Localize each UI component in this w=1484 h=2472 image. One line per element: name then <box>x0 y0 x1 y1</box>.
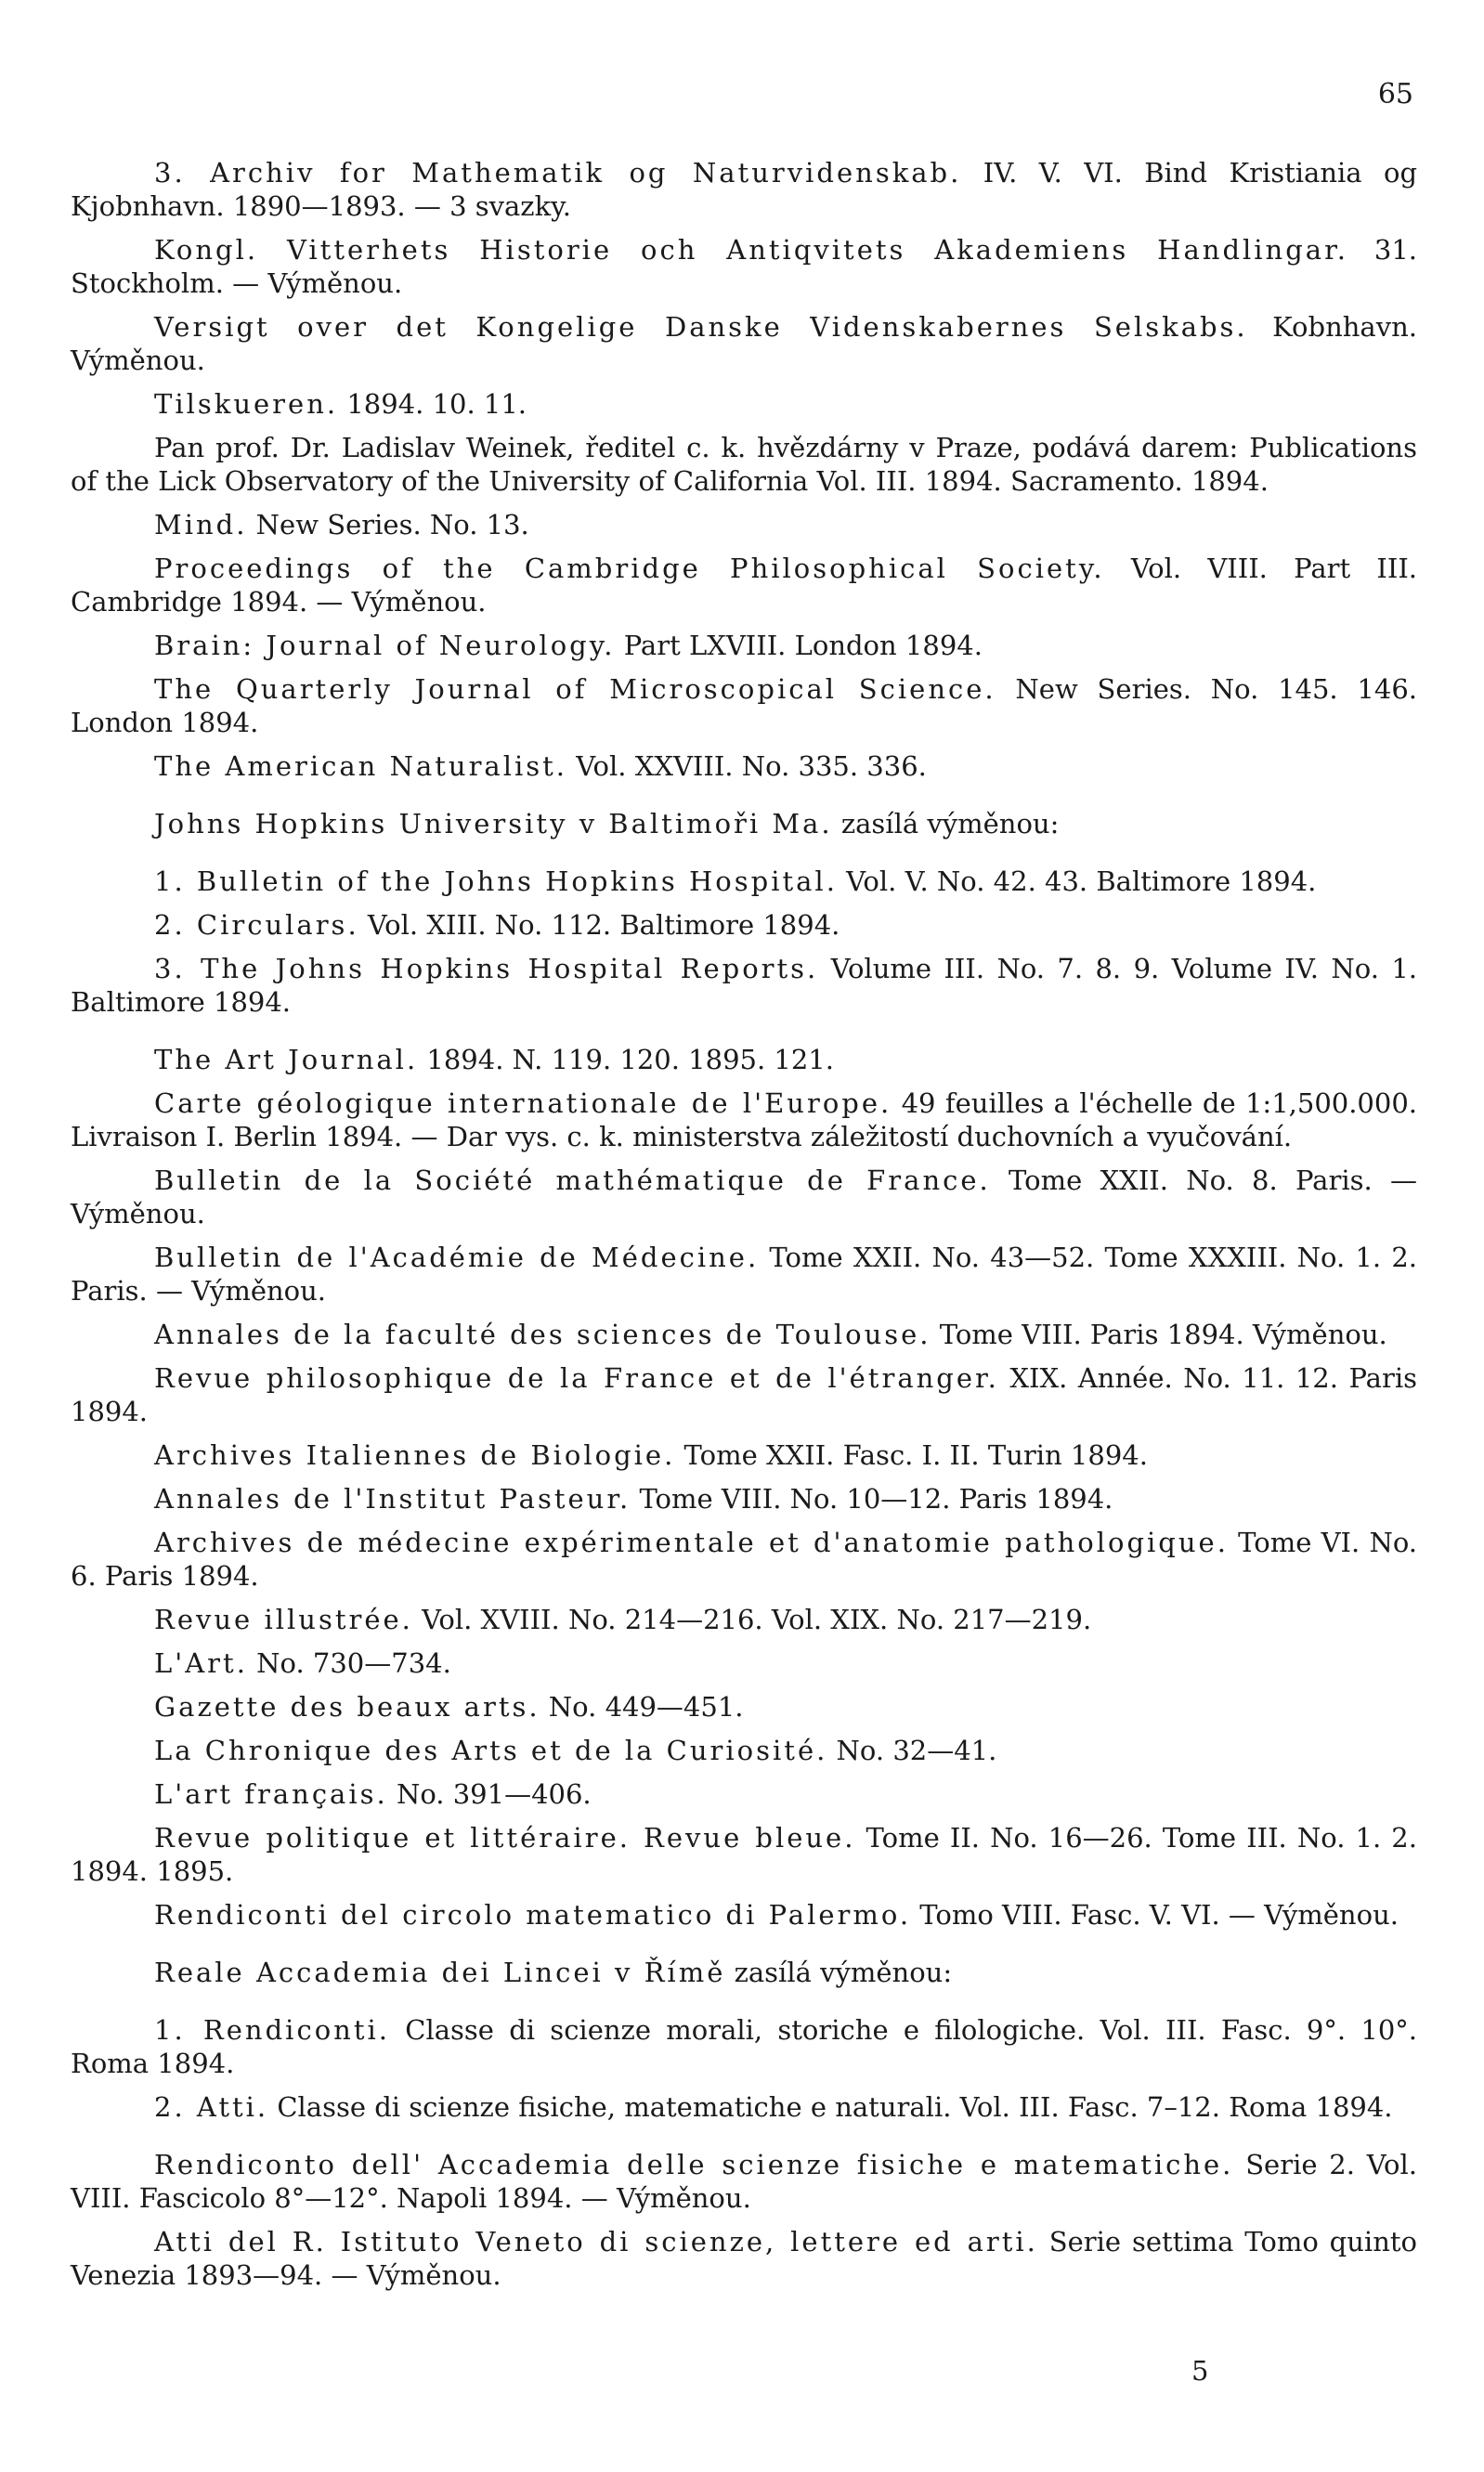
entry-title: L'Art. <box>154 1647 248 1679</box>
entry-33 <box>71 2090 1417 2124</box>
entry-title: Bulletin de la Société mathématique de France. <box>154 1164 991 1196</box>
entry-title: 2. Circulars. <box>154 909 359 941</box>
entry-title: The Quarterly Journal of Microscopical Science. <box>154 673 996 705</box>
entry-32 <box>71 2013 1417 2080</box>
entry-15 <box>71 1043 1417 1076</box>
entry-title: La Chronique des Arts et de la Curiosité. <box>154 1735 828 1766</box>
entry-title: Archives Italiennes de Biologie. <box>154 1439 676 1471</box>
entry-8 <box>71 629 1417 662</box>
entry-17 <box>71 1164 1417 1230</box>
entry-title: Brain: Journal of Neurology. <box>154 630 616 661</box>
entry-text: Classe di scienze morali, storiche e filologiche. Vol. III. Fasc. 9°. 10°. Roma 1894. <box>71 2014 1417 2079</box>
entry-text: No. 32—41. <box>827 1735 997 1766</box>
entry-text: No. 449—451. <box>540 1691 744 1723</box>
entry-3 <box>71 310 1417 377</box>
entry-title: Atti del R. Istituto Veneto di scienze, lettere ed arti. <box>154 2226 1038 2257</box>
entry-29 <box>71 1821 1417 1888</box>
entry-11 <box>71 807 1417 840</box>
entry-23 <box>71 1526 1417 1593</box>
entry-7 <box>71 552 1417 618</box>
entry-title: Rendiconti del circolo matematico di Palermo. <box>154 1899 912 1931</box>
entry-text: Kobnhavn. Výměnou. <box>71 311 1417 376</box>
entry-28 <box>71 1777 1417 1811</box>
entry-title: Johns Hopkins University v Baltimoři Ma. <box>154 808 833 839</box>
entry-text: New Series. No. 145. 146. London 1894. <box>71 673 1417 738</box>
entry-title: 3. The Johns Hopkins Hospital Reports. <box>154 953 819 984</box>
entry-text: Vol. XXVIII. No. 335. 336. <box>567 750 927 782</box>
entry-title: Kongl. Vitterhets Historie och Antiqvitets Akademiens Handlingar. <box>154 234 1348 266</box>
entry-text: 1894. 10. 11. <box>338 388 527 420</box>
entry-title: 3. Archiv for Mathematik og Naturvidenskab. <box>154 157 962 189</box>
entry-text: 49 feuilles a l'échelle de 1:1,500.000. Livraison I. Berlin 1894. — Dar vys. c. k. ministerstva záležitostí duchovních a vyučování. <box>71 1087 1418 1152</box>
entry-title: 2. Atti. <box>154 2091 269 2123</box>
entry-title: Proceedings of the Cambridge Philosophical Society. <box>154 553 1105 584</box>
entry-title: Tilskueren. <box>154 388 339 420</box>
entry-text: Vol. V. No. 42. 43. Baltimore 1894. <box>837 865 1317 897</box>
entry-24 <box>71 1603 1417 1636</box>
entry-text: Tome XXII. Fasc. I. II. Turin 1894. <box>675 1439 1148 1471</box>
entry-35 <box>71 2225 1417 2292</box>
entry-text: Pan prof. Dr. Ladislav Weinek, ředitel c. k. hvězdárny v Praze, podává darem: Publications of the Lick Observatory of the University of California Vol. III. 1894. Sacramento. 1894. <box>71 432 1417 497</box>
entry-27 <box>71 1734 1417 1767</box>
signature-mark: 5 <box>1191 2355 1209 2387</box>
entry-text: Tome XXII. No. 8. Paris. — Výměnou. <box>71 1164 1417 1229</box>
entry-title: Gazette des beaux arts. <box>154 1691 540 1723</box>
entry-20 <box>71 1361 1417 1428</box>
entry-text: Vol. XVIII. No. 214—216. Vol. XIX. No. 217—219. <box>412 1604 1092 1635</box>
entry-title: Rendiconto dell' Accademia delle scienze fisiche e matematiche. <box>154 2149 1234 2180</box>
entry-13 <box>71 908 1417 942</box>
entry-18 <box>71 1241 1417 1308</box>
entry-25 <box>71 1646 1417 1680</box>
entry-text: 1894. N. 119. 120. 1895. 121. <box>418 1044 834 1075</box>
entry-10 <box>71 749 1417 783</box>
entry-12 <box>71 865 1417 898</box>
entry-title: 1. Bulletin of the Johns Hopkins Hospital. <box>154 865 838 897</box>
entry-5 <box>71 431 1417 498</box>
entry-text: XIX. Année. No. 11. 12. Paris 1894. <box>71 1362 1417 1427</box>
entry-text: Tome VIII. Paris 1894. Výměnou. <box>931 1319 1387 1350</box>
entry-14 <box>71 952 1417 1019</box>
entry-text: Classe di scienze fisiche, matematiche e naturali. Vol. III. Fasc. 7–12. Roma 1894. <box>268 2091 1393 2123</box>
entry-30 <box>71 1898 1417 1932</box>
entry-text: Vol. XIII. No. 112. Baltimore 1894. <box>358 909 840 941</box>
entry-text: 31. Stockholm. — Výměnou. <box>71 234 1417 299</box>
entry-title: Archives de médecine expérimentale et d'anatomie pathologique. <box>154 1527 1229 1558</box>
entry-6 <box>71 508 1417 541</box>
entry-text: Volume III. No. 7. 8. 9. Volume IV. No. 1. Baltimore 1894. <box>71 953 1417 1018</box>
entry-22 <box>71 1482 1417 1516</box>
entry-text: No. 391—406. <box>387 1778 592 1810</box>
entry-title: Annales de la faculté des sciences de Toulouse. <box>154 1319 931 1350</box>
document-body <box>71 156 1417 2302</box>
entry-text: Tomo VIII. Fasc. V. VI. — Výměnou. <box>911 1899 1399 1931</box>
entry-title: L'art français. <box>154 1778 388 1810</box>
entry-title: The Art Journal. <box>154 1044 419 1075</box>
entry-title: 1. Rendiconti. <box>154 2014 390 2046</box>
entry-text: Part LXVIII. London 1894. <box>615 630 983 661</box>
entry-title: Revue illustrée. <box>154 1604 413 1635</box>
entry-2 <box>71 233 1417 300</box>
entry-16 <box>71 1086 1417 1153</box>
entry-title: Revue politique et littéraire. Revue bleue. <box>154 1822 856 1854</box>
entry-title: Versigt over det Kongelige Danske Videnskabernes Selskabs. <box>154 311 1248 343</box>
entry-21 <box>71 1438 1417 1472</box>
entry-1 <box>71 156 1417 223</box>
entry-title: Carte géologique internationale de l'Europe. <box>154 1087 892 1119</box>
entry-text: Tome II. No. 16—26. Tome III. No. 1. 2. 1894. 1895. <box>71 1822 1417 1887</box>
entry-19 <box>71 1318 1417 1351</box>
entry-text: New Series. No. 13. <box>247 509 529 540</box>
entry-text: Tome VI. No. 6. Paris 1894. <box>71 1527 1418 1592</box>
entry-text: zasílá výměnou: <box>725 1957 953 1988</box>
entry-4 <box>71 387 1417 421</box>
entry-title: Revue philosophique de la France et de l'étranger. <box>154 1362 999 1394</box>
entry-9 <box>71 672 1417 739</box>
entry-title: Mind. <box>154 509 248 540</box>
entry-text: Tome VIII. No. 10—12. Paris 1894. <box>631 1483 1113 1515</box>
entry-title: The American Naturalist. <box>154 750 568 782</box>
entry-text: Vol. VIII. Part III. Cambridge 1894. — Výměnou. <box>71 553 1417 618</box>
entry-31 <box>71 1956 1417 1989</box>
entry-text: zasílá výměnou: <box>832 808 1060 839</box>
entry-text: No. 730—734. <box>247 1647 451 1679</box>
page-number: 65 <box>1377 78 1413 111</box>
entry-title: Reale Accademia dei Lincei v Římě <box>154 1957 726 1988</box>
entry-text: IV. V. VI. Bind Kristiania og Kjobnhavn. 1890—1893. — 3 svazky. <box>71 157 1418 222</box>
entry-title: Bulletin de l'Académie de Médecine. <box>154 1242 760 1273</box>
entry-34 <box>71 2148 1417 2215</box>
entry-title: Annales de l'Institut Pasteur. <box>154 1483 631 1515</box>
entry-text: Tome XXII. No. 43—52. Tome XXXIII. No. 1. 2. Paris. — Výměnou. <box>71 1242 1417 1307</box>
entry-text: Serie settima Tomo quinto Venezia 1893—94. — Výměnou. <box>71 2226 1417 2291</box>
entry-text: Serie 2. Vol. VIII. Fascicolo 8°—12°. Napoli 1894. — Výměnou. <box>71 2149 1417 2214</box>
entry-26 <box>71 1690 1417 1724</box>
